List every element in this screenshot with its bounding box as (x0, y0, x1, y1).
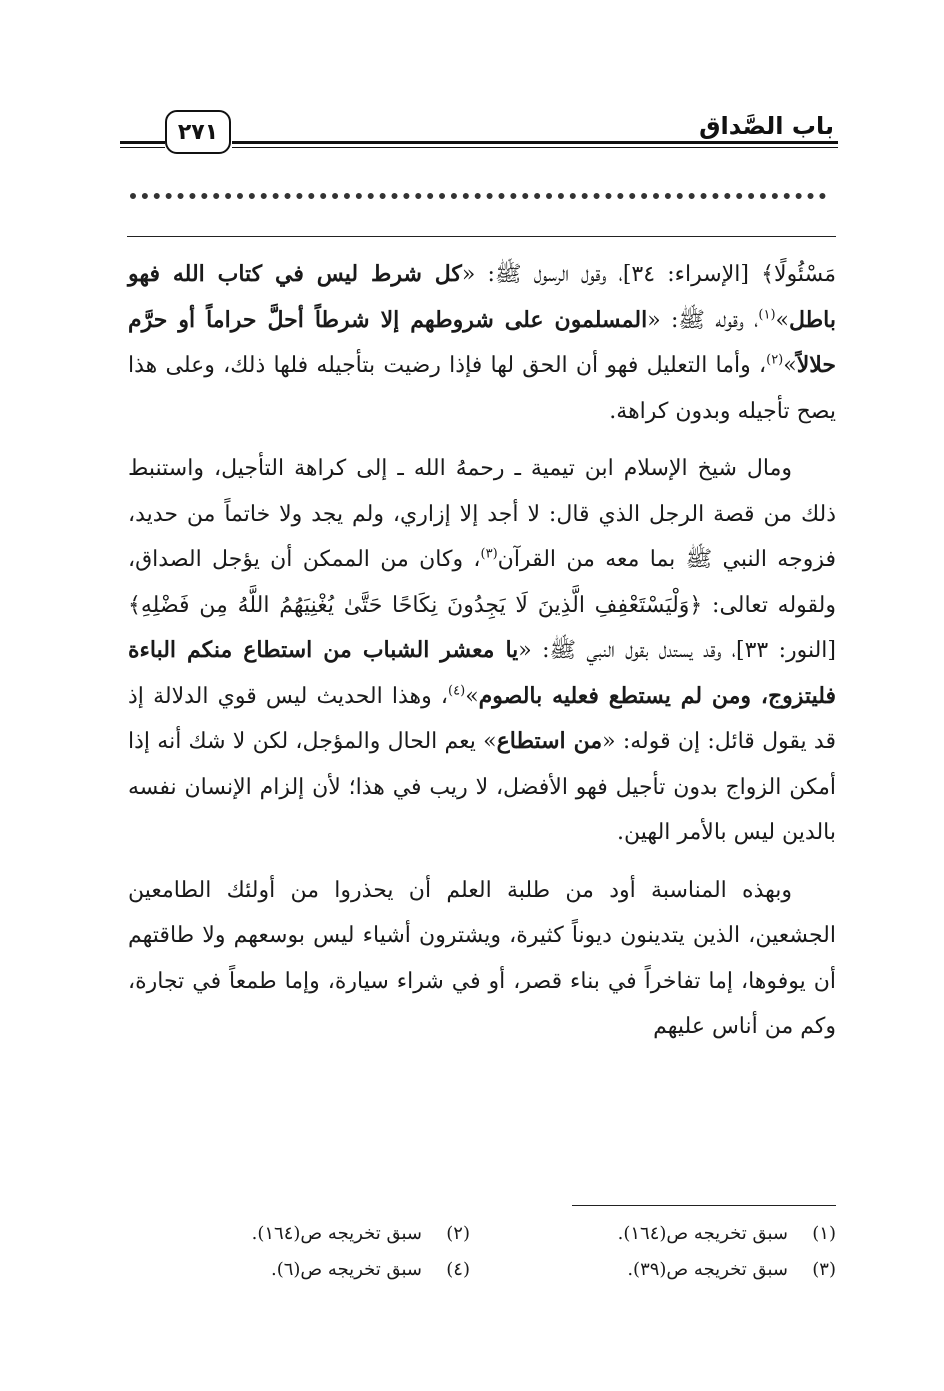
footnote-ref: (٣) (480, 546, 498, 562)
hadith-quote: كل شرط ليس في كتاب الله فهو باطل (128, 261, 836, 333)
header-rule-left (120, 141, 165, 148)
paragraph-2: ومال شيخ الإسلام ابن تيمية ـ رحمهُ الله ـ إلى كراهة التأجيل، واستنبط ذلك من قصة الرجل الذي قال: لا أجد إلا إزاري، ولم يجد ولا خاتماً من حديد، فزوجه النبي ﷺ بما معه من القرآن$^{(٣)}$، وكان من الممكن أن يؤجل الصداق، ولقوله تعالى: ﴿وَلْيَسْتَعْفِفِ الَّذِينَ لَا يَجِدُونَ نِكَاحًا حَتَّىٰ يُغْنِيَهُمُ اللَّهُ مِن فَضْلِهِ﴾ [النور: ٣٣]، وقد يستدل بقول النبي ﷺ: «يا معشر الشباب من استطاع منكم الباءة فليتزوج، ومن لم يستطع فعليه بالصوم»$^{(٤)}$، وهذا الحديث ليس قوي الدلالة إذ قد يقول قائل: إن قوله: «من استطاع» يعم الحال والمؤجل، لكن لا شك أنه إذا أمكن الزواج بدون تأجيل فهو الأفضل، لا ريب في هذا؛ لأن إلزام الإنسان نفسه بالدين ليس بالأمر الهين. (128, 456, 837, 845)
footnote-ref: (١) (758, 307, 776, 323)
footnote-1: (١)سبق تخريجه ص(١٦٤). (617, 1223, 836, 1244)
footnote-ref: (٢) (766, 352, 784, 368)
footnote-4: (٤)سبق تخريجه ص(٦). (270, 1259, 470, 1280)
paragraph-1: مَسْئُولًا﴾ [الإسراء: ٣٤]، وقول الرسول ﷺ: «كل شرط ليس في كتاب الله فهو باطل»$^{(١)}$، وقوله ﷺ: «المسلمون على شروطهم إلا شرطاً أحلَّ حراماً أو حرَّم حلالاً»$^{(٢)}$، وأما التعليل فهو أن الحق لها فإذا رضيت بتأجيله فلها ذلك، وعلى هذا يصح تأجيله وبدون كراهة. (128, 261, 836, 424)
body-text (128, 252, 836, 1050)
footnote-2: (٢)سبق تخريجه ص(١٦٤). (251, 1223, 470, 1244)
page-number-badge (165, 110, 231, 154)
hadith-quote: يا معشر الشباب من استطاع منكم الباءة فليتزوج، ومن لم يستطع فعليه بالصوم (128, 637, 837, 709)
page-number: ٢٧١ (177, 119, 219, 145)
footnote-rule (572, 1205, 836, 1206)
chapter-title: باب الصَّداق (699, 112, 834, 140)
dotted-separator (130, 193, 826, 201)
footnote-ref: (٤) (448, 683, 466, 699)
text-top-divider (127, 236, 836, 237)
paragraph-3: وبهذه المناسبة أود من طلبة العلم أن يحذروا من أولئك الطامعين الجشعين، الذين يتدينون ديوناً كثيرة، ويشترون أشياء ليس بوسعهم ولا طاقتهم أن يوفوها، إما تفاخراً في بناء قصر، أو في شراء سيارة، وإما طمعاً في تجارة، وكم من أناس عليهم (128, 877, 836, 1039)
header-rule (232, 141, 838, 148)
footnote-3: (٣)سبق تخريجه ص(٣٩). (627, 1259, 836, 1280)
hadith-quote: من استطاع (496, 728, 603, 754)
hadith-quote: المسلمون على شروطهم إلا شرطاً أحلَّ حراماً أو حرَّم حلالاً (128, 306, 836, 378)
